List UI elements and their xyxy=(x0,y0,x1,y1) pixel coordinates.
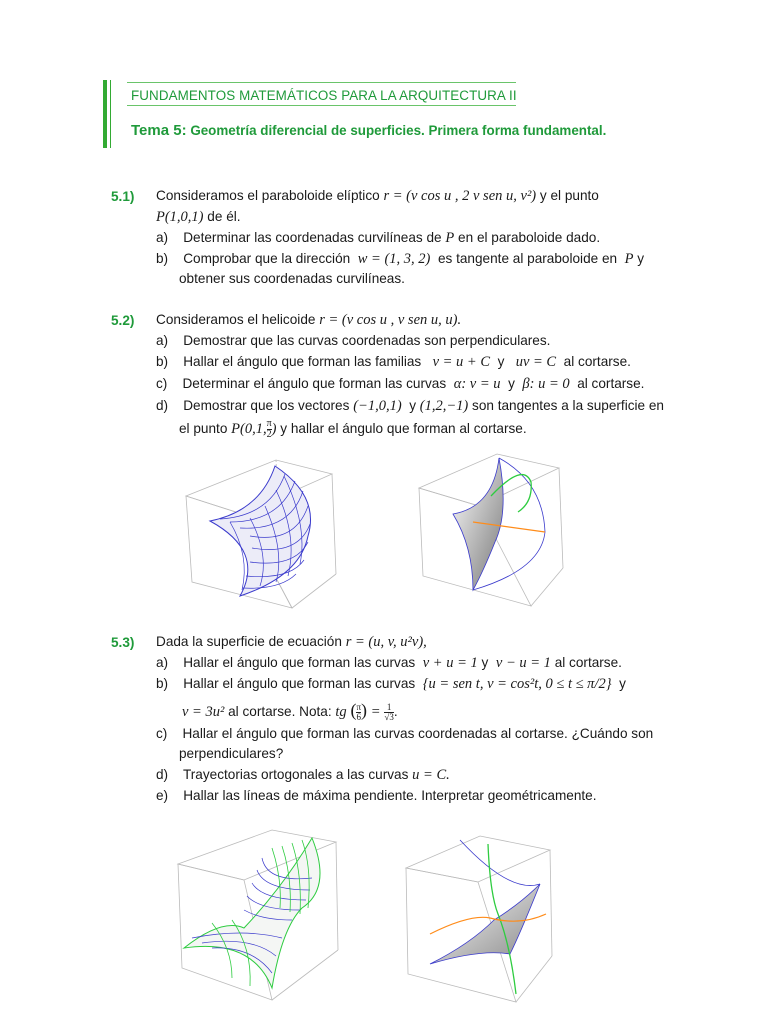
math: tg xyxy=(335,704,347,720)
exercise-5-3-d xyxy=(156,767,450,784)
exercise-5-1-a xyxy=(156,230,600,247)
item-label: d) xyxy=(156,398,169,413)
denominator: 2 xyxy=(266,429,272,440)
exercise-5-3-a xyxy=(156,655,622,672)
exercise-5-3-statement xyxy=(156,634,427,651)
exercise-5-1-b-cont: obtener sus coordenadas curvilíneas. xyxy=(179,271,405,286)
exercise-5-3-number: 5.3) xyxy=(111,635,135,650)
exercise-5-1-statement xyxy=(156,188,599,205)
math: uv = C xyxy=(515,354,557,370)
text: al cortarse. Nota: xyxy=(228,704,332,719)
text: Comprobar que la dirección xyxy=(183,251,351,266)
math: v − u = 1 xyxy=(495,655,551,671)
text: Hallar las líneas de máxima pendiente. Interpretar geométricamente. xyxy=(183,788,597,803)
text: Dada la superficie de ecuación xyxy=(156,634,342,649)
paren-open: ( xyxy=(350,700,357,720)
text: Hallar el ángulo que forman las familias xyxy=(183,354,422,369)
exercise-5-2-number: 5.2) xyxy=(111,313,135,328)
text: Demostrar que los vectores xyxy=(183,398,350,413)
math: {u = sen t, v = cos²t, 0 ≤ t ≤ π/2} xyxy=(422,676,612,692)
text: Demostrar que las curvas coordenadas son perpendiculares. xyxy=(183,333,551,348)
course-title: FUNDAMENTOS MATEMÁTICOS PARA LA ARQUITECTURA II xyxy=(131,88,517,103)
math: = xyxy=(370,704,381,720)
item-label: a) xyxy=(156,655,169,670)
text: y el punto xyxy=(539,188,599,203)
math: v = 3u² xyxy=(182,704,225,720)
text: Hallar el ángulo que forman las curvas coordenadas al cortarse. ¿Cuándo son xyxy=(182,726,654,741)
exercise-5-3-c-cont: perpendiculares? xyxy=(179,746,284,761)
exercise-5-1-number: 5.1) xyxy=(111,189,135,204)
text: Hallar el ángulo que forman las curvas xyxy=(183,655,416,670)
math: P xyxy=(624,251,634,267)
text: al cortarse. xyxy=(563,354,631,369)
fraction-1-sqrt3 xyxy=(384,703,393,722)
surface-edge xyxy=(460,840,540,886)
text: . xyxy=(393,704,398,719)
tema-heading xyxy=(131,122,606,139)
text: y xyxy=(409,398,417,413)
text: y xyxy=(508,376,515,391)
text: y xyxy=(497,354,505,369)
math: (1,2,−1) xyxy=(419,398,469,414)
math: w = (1, 3, 2) xyxy=(357,251,431,267)
paren-close: ) xyxy=(361,700,368,720)
item-label: d) xyxy=(156,767,169,782)
header-rule-top xyxy=(127,82,516,83)
math-point: P(1,0,1) xyxy=(156,209,204,225)
text: Consideramos el helicoide xyxy=(156,312,316,327)
math-r: r = (v cos u , v sen u, u). xyxy=(319,312,462,328)
exercise-5-3-b xyxy=(156,676,626,693)
text: y xyxy=(619,676,626,691)
text: de él. xyxy=(207,209,241,224)
math: ) xyxy=(271,421,277,438)
exercise-5-2-statement xyxy=(156,312,461,329)
item-label: c) xyxy=(156,726,168,741)
saddle-surface xyxy=(430,884,540,964)
denominator: √3 xyxy=(384,711,394,722)
item-label: a) xyxy=(156,333,169,348)
exercise-5-2-c xyxy=(156,376,644,393)
text: y hallar el ángulo que forman al cortarse. xyxy=(280,421,527,437)
helicoid-curves-figure xyxy=(413,452,573,612)
text: el punto xyxy=(179,421,228,437)
exercise-5-1-statement-cont xyxy=(156,209,241,226)
item-label: b) xyxy=(156,676,169,691)
text: Trayectorias ortogonales a las curvas xyxy=(182,767,409,782)
text: Determinar las coordenadas curvilíneas de xyxy=(183,230,442,245)
text: Consideramos el paraboloide elíptico xyxy=(156,188,380,203)
header-accent-bar xyxy=(103,80,107,148)
tema-label: Tema 5: xyxy=(131,122,187,139)
header-rule-bottom xyxy=(127,105,516,106)
text: y xyxy=(481,655,489,670)
exercise-5-2-d-cont xyxy=(179,419,527,440)
text: al cortarse. xyxy=(554,655,622,670)
math: u = C. xyxy=(412,767,450,783)
item-label: c) xyxy=(156,376,168,391)
text: Determinar el ángulo que forman las curvas xyxy=(182,376,447,391)
surface-curves-figure xyxy=(400,834,560,1006)
text: es tangente al paraboloide en xyxy=(437,251,618,266)
header-accent-line xyxy=(110,80,111,148)
text: al cortarse. xyxy=(577,376,645,391)
numerator: 1 xyxy=(384,703,393,713)
math: v + u = 1 xyxy=(422,655,478,671)
math-r: r = (u, v, u²v), xyxy=(345,634,427,650)
exercise-5-3-c xyxy=(156,726,653,741)
numerator: π xyxy=(266,418,272,429)
math: α: v = u xyxy=(453,376,501,392)
item-label: e) xyxy=(156,788,169,803)
numerator: π xyxy=(356,701,362,712)
math: v = u + C xyxy=(432,354,490,370)
item-label: b) xyxy=(156,251,169,266)
item-label: a) xyxy=(156,230,169,245)
text: son tangentes a la superficie en xyxy=(472,398,664,413)
exercise-5-3-b-cont xyxy=(182,700,398,722)
text: Hallar el ángulo que forman las curvas xyxy=(183,676,416,691)
text: en el paraboloide dado. xyxy=(458,230,601,245)
text: y xyxy=(637,251,645,266)
exercise-5-2-b xyxy=(156,354,631,371)
exercise-5-1-b xyxy=(156,251,644,268)
item-label: b) xyxy=(156,354,169,369)
math-r: r = (v cos u , 2 v sen u, v²) xyxy=(383,188,537,204)
exercise-5-3-e xyxy=(156,788,597,803)
math: P xyxy=(445,230,455,246)
surface-mesh-figure xyxy=(172,828,344,1006)
exercise-5-2-a xyxy=(156,333,550,348)
helicoid-surface xyxy=(453,458,503,590)
math: (−1,0,1) xyxy=(353,398,402,414)
denominator: 6 xyxy=(356,711,361,722)
tema-title: Geometría diferencial de superficies. Primera forma fundamental. xyxy=(190,123,607,138)
math: β: u = 0 xyxy=(522,376,570,392)
exercise-5-2-d xyxy=(156,398,664,415)
helicoid-mesh-figure xyxy=(180,456,340,616)
math: P(0,1, xyxy=(231,421,267,438)
